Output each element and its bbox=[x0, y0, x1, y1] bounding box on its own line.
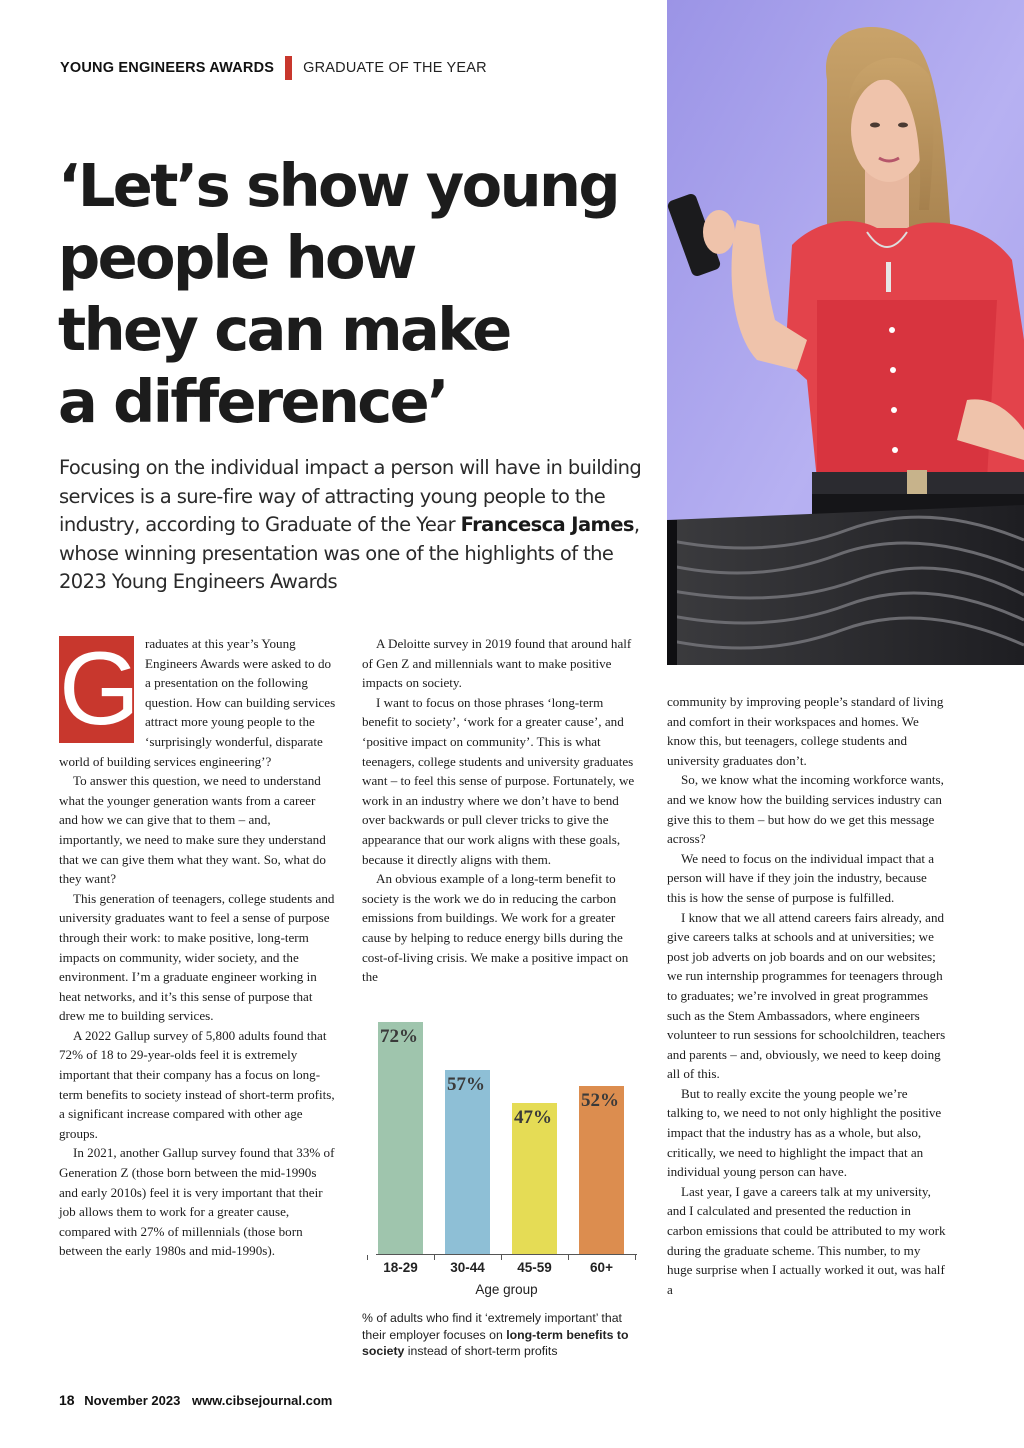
headline bbox=[58, 150, 678, 438]
body-column-1 bbox=[59, 631, 337, 1261]
journal-url: www.cibsejournal.com bbox=[191, 1393, 333, 1408]
drop-cap: G bbox=[59, 631, 140, 747]
caption-bold: long-term benefits to society bbox=[362, 1327, 629, 1358]
body-paragraph: An obvious example of a long-term benefit to society is the work we do in reducing the carbon emissions from buildings. We work for a greater cause by helping to reduce energy bills during the cost-of-living crisis. We make a positive impact on the bbox=[362, 871, 629, 985]
headline-line: a difference’ bbox=[58, 367, 447, 436]
body-paragraph: So, we know what the incoming workforce wants, and we know how the building services industry can give this to them – but how do we get this message across? bbox=[667, 772, 944, 847]
body-paragraph: But to really excite the young people we’re talking to, we need to not only highlight the positive impact that the industry has as a whole, but also, critically, we need to highlight the impact that an individual young person can have. bbox=[667, 1085, 942, 1180]
x-tick-label: 30-44 bbox=[450, 1260, 485, 1275]
standfirst-name: Francesca James bbox=[460, 513, 634, 536]
x-tick-label: 45-59 bbox=[517, 1260, 552, 1275]
bar-30-44 bbox=[445, 1070, 490, 1254]
x-axis-tick bbox=[635, 1255, 636, 1260]
bar-value-label: 57% bbox=[447, 1074, 485, 1095]
x-axis-label: Age group bbox=[475, 1282, 538, 1297]
page-number: 18 bbox=[59, 1392, 75, 1408]
age-group-bar-chart bbox=[362, 1010, 640, 1360]
standfirst-text: Focusing on the individual impact a person will have in building services is a sure-fire way of attracting young people to the industry, according to Graduate of the Year bbox=[59, 456, 642, 536]
body-paragraph: A Deloitte survey in 2019 found that around half of Gen Z and millennials want to make positive impacts on society. bbox=[362, 636, 632, 691]
body-paragraph: I want to focus on those phrases ‘long-term benefit to society’, ‘work for a greater cause’, and ‘positive impact on community’. This is what teenagers, college students and university graduates want – to feel this sense of purpose. Fortunately, we work in an industry where we don’t have to bend over backwards or pull clever tricks to give the appearance that our work aligns with these goals, because it directly aligns with them. bbox=[362, 694, 635, 867]
subsection-name: GRADUATE OF THE YEAR bbox=[303, 60, 487, 76]
standfirst-text: , whose winning presentation was one of the highlights of the 2023 Young Engineers Awards bbox=[59, 513, 640, 593]
x-axis-tick bbox=[367, 1255, 368, 1260]
caption-text: % of adults who find it ‘extremely important’ that their employer focuses on bbox=[362, 1311, 622, 1342]
x-tick-label: 60+ bbox=[590, 1260, 613, 1275]
headline-line: people how bbox=[58, 223, 415, 292]
speaker-photo bbox=[667, 0, 1024, 665]
standfirst bbox=[59, 454, 659, 597]
header-divider bbox=[285, 56, 292, 80]
headline-line: they can make bbox=[58, 295, 510, 364]
caption-text: instead of short-term profits bbox=[404, 1344, 558, 1358]
x-axis-tick bbox=[568, 1255, 569, 1260]
bar-value-label: 47% bbox=[514, 1107, 552, 1128]
body-paragraph: I know that we all attend careers fairs already, and give careers talks at schools and at universities; we post job adverts on job boards and on our websites; we run internship programmes for teenagers through to graduates; we’re involved in great programmes such as the Stem Ambassadors, where engineers volunteer to run sessions for schoolchildren, teachers and parents – and, obviously, we need to keep doing all of this. bbox=[667, 909, 946, 1082]
body-column-2 bbox=[362, 634, 640, 987]
body-paragraph: This generation of teenagers, college students and university graduates want to feel a sense of purpose through their work: to make positive, long-term impacts on community, wider society, and the environment. I’m a graduate engineer working in heat networks, and it’s this sense of purpose that drew me to building services. bbox=[59, 890, 335, 1024]
issue-date: November 2023 bbox=[84, 1393, 181, 1408]
body-column-3 bbox=[667, 692, 947, 1299]
body-paragraph: In 2021, another Gallup survey found that 33% of Generation Z (those born between the mid-1990s and early 2010s) feel it is very important that their job allows them to work for a greater cause, compared with 27% of millennials (those born between the early 1980s and mid-1990s). bbox=[59, 1145, 335, 1259]
bar-18-29 bbox=[378, 1022, 423, 1254]
x-axis-line bbox=[376, 1254, 637, 1255]
body-paragraph: We need to focus on the individual impact that a person will have if they join the industry, because this is how the sense of purpose is fulfilled. bbox=[667, 850, 935, 905]
chart-caption bbox=[362, 1310, 642, 1360]
body-paragraph: To answer this question, we need to understand what the younger generation wants from a career and how we can give that to them – and, importantly, we need to make sure they understand that we can give them what they want. So, what do they want? bbox=[59, 773, 326, 887]
x-axis-tick bbox=[434, 1255, 435, 1260]
body-paragraph: raduates at this year’s Young Engineers Awards were asked to do a presentation on the following question. How can building services attract more young people to the ‘surprisingly wonderful, disparate world of building services engineering’? bbox=[59, 636, 336, 769]
body-paragraph: Last year, I gave a careers talk at my university, and I calculated and presented the reduction in carbon emissions that could be attributed to my work during the graduate scheme. This number, to my huge surprise when I actually worked it out, was half a bbox=[667, 1183, 946, 1297]
page-footer bbox=[59, 1392, 332, 1408]
section-name: YOUNG ENGINEERS AWARDS bbox=[60, 60, 275, 76]
body-paragraph: A 2022 Gallup survey of 5,800 adults found that 72% of 18 to 29-year-olds feel it is extremely important that their company has a focus on long-term benefits to society instead of short-term profits, a significant increase compared with other age groups. bbox=[59, 1027, 335, 1141]
x-tick-label: 18-29 bbox=[383, 1260, 418, 1275]
bar-value-label: 72% bbox=[380, 1026, 418, 1047]
headline-line: ‘Let’s show young bbox=[58, 151, 619, 220]
x-axis-tick bbox=[501, 1255, 502, 1260]
section-header bbox=[60, 56, 487, 80]
body-paragraph: community by improving people’s standard of living and comfort in their workspaces and homes. We know this, but teenagers, college students and university graduates don’t. bbox=[667, 694, 944, 768]
bar-value-label: 52% bbox=[581, 1090, 619, 1111]
